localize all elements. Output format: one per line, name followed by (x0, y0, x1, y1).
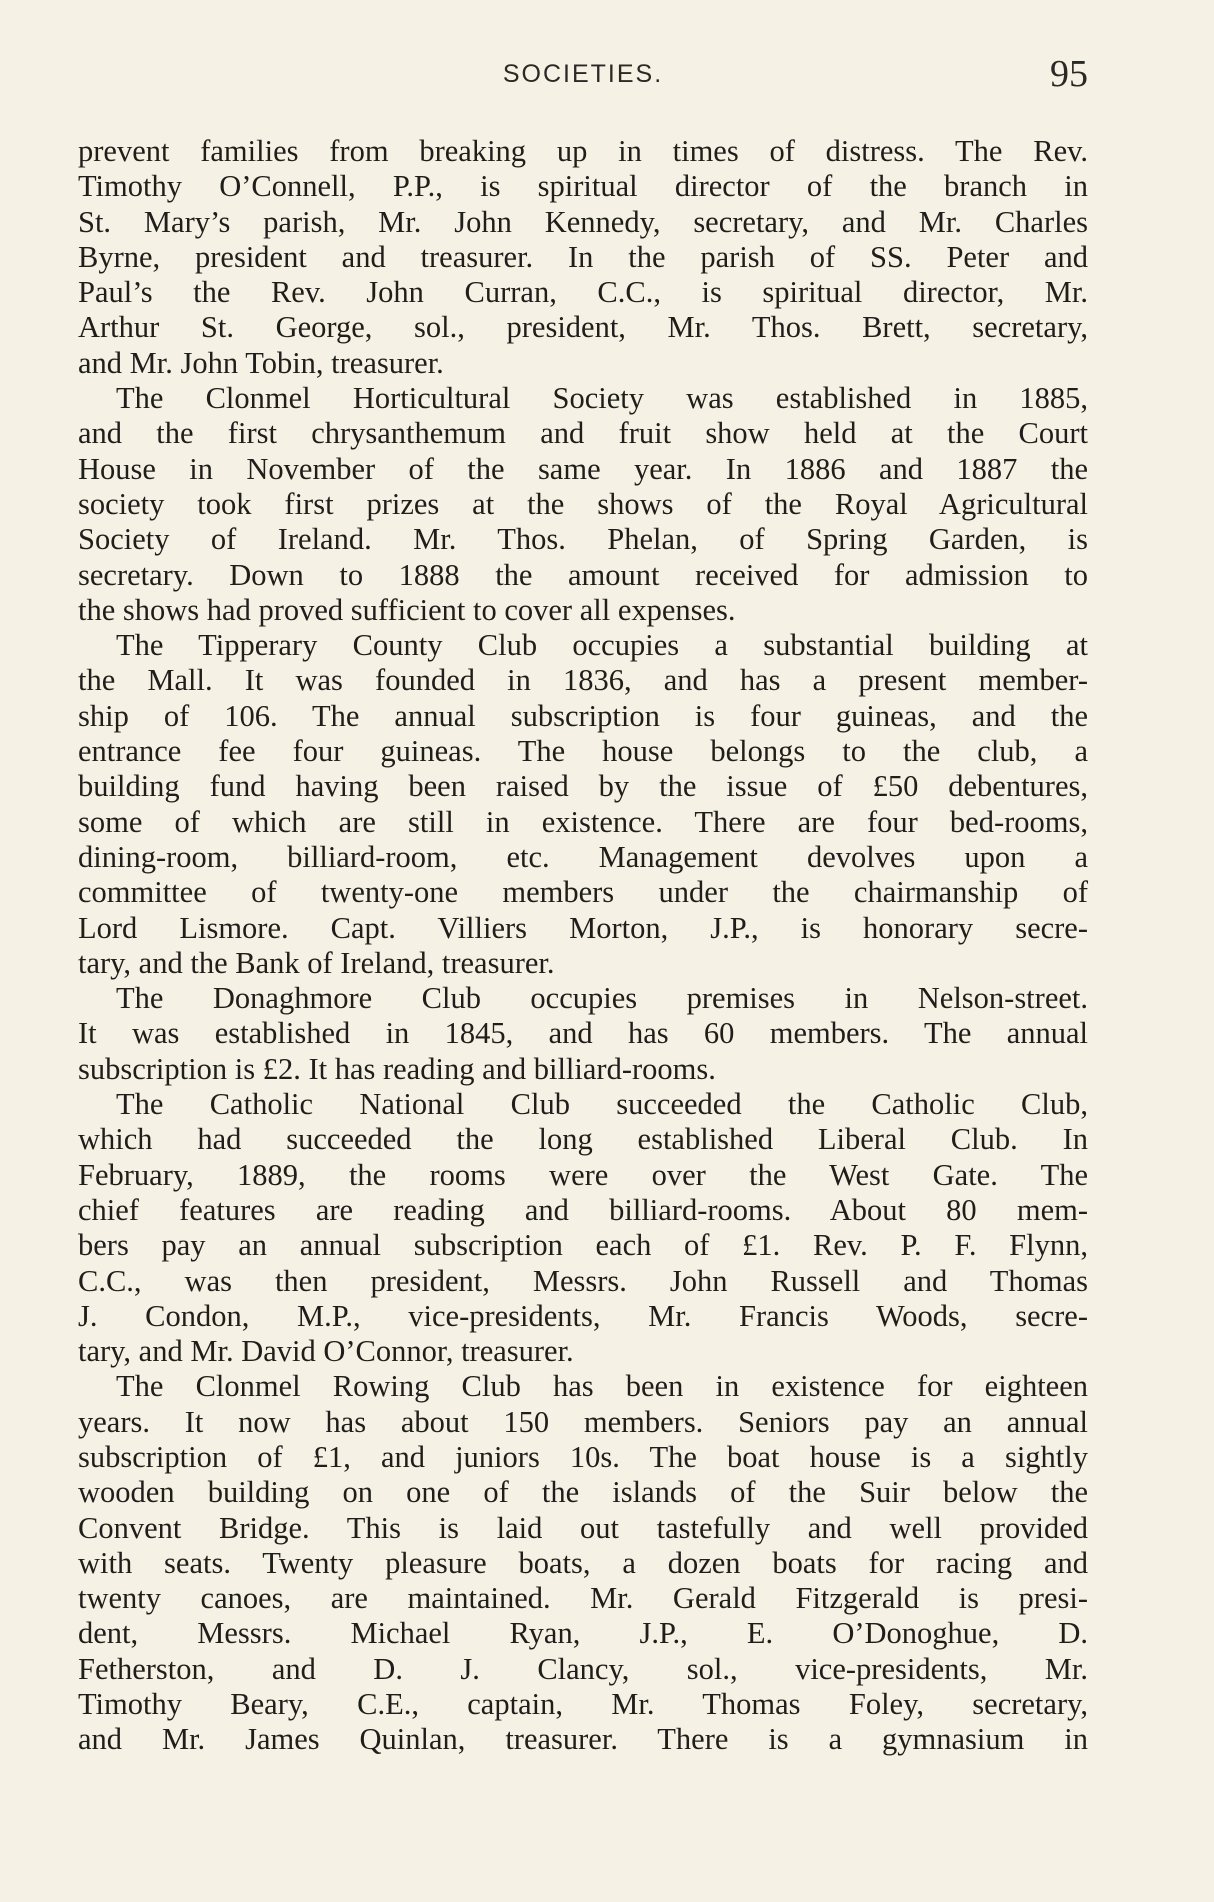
text-line: with seats. Twenty pleasure boats, a dozen boats for racing and (78, 1545, 1088, 1580)
text-line: Society of Ireland. Mr. Thos. Phelan, of Spring Garden, is (78, 522, 1088, 557)
text-line: entrance fee four guineas. The house belongs to the club, a (78, 734, 1088, 769)
text-line: Arthur St. George, sol., president, Mr. Thos. Brett, secretary, (78, 310, 1088, 345)
text-line: Timothy O’Connell, P.P., is spiritual director of the branch in (78, 169, 1088, 204)
text-line: Fetherston, and D. J. Clancy, sol., vice-presidents, Mr. (78, 1651, 1088, 1686)
text-line: The Donaghmore Club occupies premises in Nelson-street. (116, 981, 1088, 1016)
text-line: subscription is £2. It has reading and billiard-rooms. (78, 1051, 716, 1086)
page-header (78, 52, 1088, 102)
text-line: chief features are reading and billiard-rooms. About 80 mem- (78, 1192, 1088, 1227)
text-line: dining-room, billiard-room, etc. Management devolves upon a (78, 839, 1088, 874)
text-line: The Clonmel Rowing Club has been in existence for eighteen (116, 1369, 1088, 1404)
text-line: the shows had proved sufficient to cover all expenses. (78, 592, 736, 627)
text-line: and the first chrysanthemum and fruit show held at the Court (78, 416, 1088, 451)
text-line: years. It now has about 150 members. Seniors pay an annual (78, 1404, 1088, 1439)
text-line: tary, and Mr. David O’Connor, treasurer. (78, 1334, 574, 1369)
body-text (78, 134, 1088, 1758)
paragraph-catholic-national-club (78, 1087, 1088, 1369)
text-line: Timothy Beary, C.E., captain, Mr. Thomas Foley, secretary, (78, 1687, 1088, 1722)
text-line: St. Mary’s parish, Mr. John Kennedy, secretary, and Mr. Charles (78, 204, 1088, 239)
text-line: secretary. Down to 1888 the amount received for admission to (78, 557, 1088, 592)
text-line: bers pay an annual subscription each of £1. Rev. P. F. Flynn, (78, 1228, 1088, 1263)
text-line: some of which are still in existence. There are four bed-rooms, (78, 804, 1088, 839)
paragraph-rowing-club (78, 1369, 1088, 1757)
text-line: and Mr. John Tobin, treasurer. (78, 345, 444, 380)
paragraph-conference-continuation (78, 134, 1088, 381)
running-head: SOCIETIES. (502, 60, 664, 88)
text-line: The Clonmel Horticultural Society was established in 1885, (116, 381, 1088, 416)
paragraph-donaghmore-club (78, 981, 1088, 1087)
page-number: 95 (1050, 53, 1088, 95)
text-line: It was established in 1845, and has 60 members. The annual (78, 1016, 1088, 1051)
text-line: Paul’s the Rev. John Curran, C.C., is spiritual director, Mr. (78, 275, 1088, 310)
text-line: the Mall. It was founded in 1836, and has a present member- (78, 663, 1088, 698)
text-line: committee of twenty-one members under the chairmanship of (78, 875, 1088, 910)
text-line: February, 1889, the rooms were over the West Gate. The (78, 1157, 1088, 1192)
text-line: dent, Messrs. Michael Ryan, J.P., E. O’Donoghue, D. (78, 1616, 1088, 1651)
paragraph-tipperary-county-club (78, 628, 1088, 981)
text-line: The Tipperary County Club occupies a substantial building at (116, 628, 1088, 663)
text-line: Convent Bridge. This is laid out tastefully and well provided (78, 1510, 1088, 1545)
text-line: prevent families from breaking up in times of distress. The Rev. (78, 134, 1088, 168)
text-line: J. Condon, M.P., vice-presidents, Mr. Francis Woods, secre- (78, 1298, 1088, 1333)
text-line: twenty canoes, are maintained. Mr. Gerald Fitzgerald is presi- (78, 1581, 1088, 1616)
text-line: which had succeeded the long established Liberal Club. In (78, 1122, 1088, 1157)
text-line: tary, and the Bank of Ireland, treasurer. (78, 945, 555, 980)
text-line: C.C., was then president, Messrs. John Russell and Thomas (78, 1263, 1088, 1298)
text-line: building fund having been raised by the issue of £50 debentures, (78, 769, 1088, 804)
text-line: society took first prizes at the shows of the Royal Agricultural (78, 486, 1088, 521)
paragraph-horticultural-society (78, 381, 1088, 628)
text-line: Lord Lismore. Capt. Villiers Morton, J.P., is honorary secre- (78, 910, 1088, 945)
text-line: wooden building on one of the islands of the Suir below the (78, 1475, 1088, 1510)
text-line: and Mr. James Quinlan, treasurer. There is a gymnasium in (78, 1722, 1088, 1757)
text-line: The Catholic National Club succeeded the Catholic Club, (116, 1087, 1088, 1122)
text-line: Byrne, president and treasurer. In the parish of SS. Peter and (78, 239, 1088, 274)
text-line: ship of 106. The annual subscription is four guineas, and the (78, 698, 1088, 733)
text-line: subscription of £1, and juniors 10s. The boat house is a sightly (78, 1439, 1088, 1474)
text-line: House in November of the same year. In 1886 and 1887 the (78, 451, 1088, 486)
